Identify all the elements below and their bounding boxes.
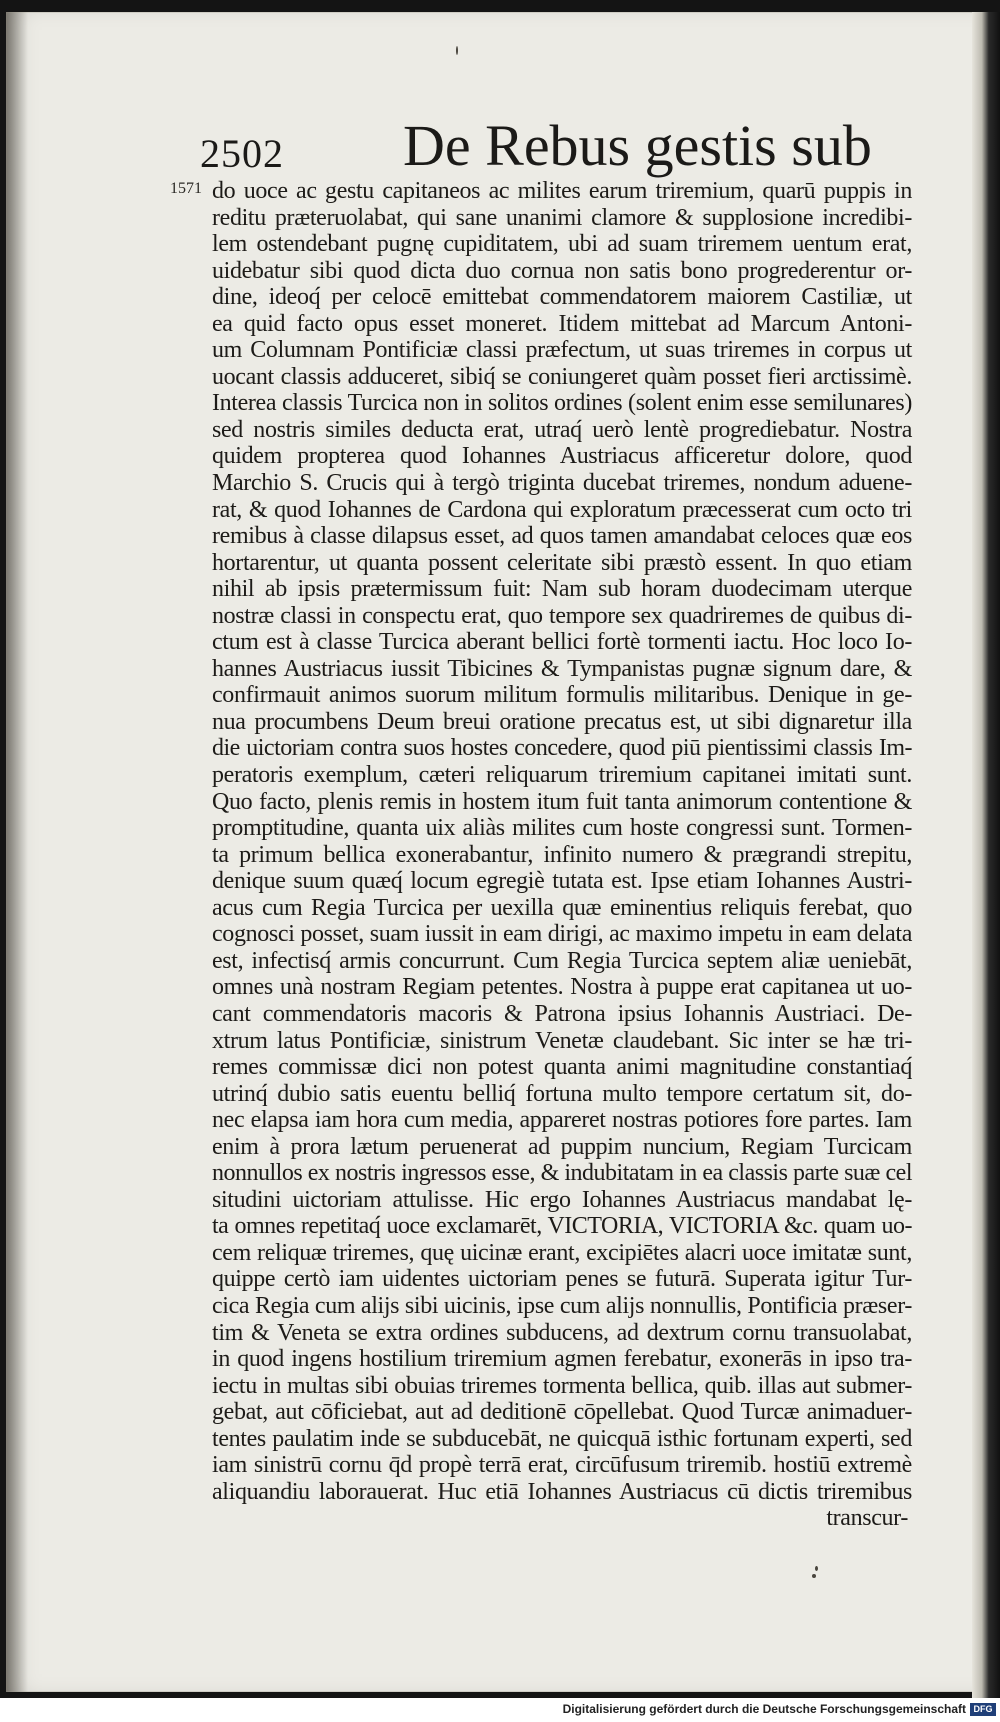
text-line: xtrum latus Pontificiæ, sinistrum Venetæ claudebant. Sic inter se hæ tri- [212, 1027, 912, 1054]
text-line: cognosci posset, suam iussit in eam dirigi, ac maximo impetu in eam delata [212, 921, 912, 948]
text-line: iam sinistrū cornu q̄d propè terrā erat, circūfusum triremib. hostiū extremè [212, 1452, 912, 1479]
ink-speck [812, 1574, 816, 1578]
text-line: dine, ideoq́ per celocē emittebat commendatorem maiorem Castiliæ, ut [212, 284, 912, 311]
text-line: quidem propterea quod Iohannes Austriacus afficeretur dolore, quod [212, 443, 912, 470]
text-line: nonnullos ex nostris ingressos esse, & indubitatam in ea classis parte suæ cel [212, 1160, 912, 1187]
text-line: uidebatur sibi quod dicta duo cornua non satis bono progrederentur or- [212, 257, 912, 284]
text-line: Interea classis Turcica non in solitos ordines (solent enim esse semilunares) [212, 390, 912, 417]
text-line: ta omnes repetitaq́ uoce exclamarēt, VICTORIA, VICTORIA &c. quam uo- [212, 1213, 912, 1240]
text-line: hortarentur, ut quanta possent celeritate sibi præstò essent. In quo etiam [212, 549, 912, 576]
page-edge [972, 12, 1000, 1702]
page-number: 2502 [200, 131, 284, 176]
text-line: ta primum bellica exonerabantur, infinito numero & prægrandi strepitu, [212, 841, 912, 868]
text-line: omnes unà nostram Regiam petentes. Nostra à puppe erat capitanea ut uo- [212, 974, 912, 1001]
text-line: utrinq́ dubio satis euentu belliq́ fortuna multo tempore certatum sit, do- [212, 1080, 912, 1107]
text-line: nua procumbens Deum breui oratione precatus est, ut sibi dignaretur illa [212, 708, 912, 735]
text-line: confirmauit animos suorum militum formulis militaribus. Denique in ge- [212, 682, 912, 709]
text-line: peratoris exemplum, cæteri reliquarum triremium capitanei imitati sunt. [212, 762, 912, 789]
text-line: enim à prora lætum peruenerat ad puppim nuncium, Regiam Turcicam [212, 1133, 912, 1160]
text-line: quippe certò iam uidentes uictoriam penes se futurā. Superata igitur Tur- [212, 1266, 912, 1293]
text-line: Quo facto, plenis remis in hostem itum fuit tanta animorum contentione & [212, 788, 912, 815]
funding-credit: Digitalisierung gefördert durch die Deutsche Forschungsgemeinschaft [562, 1702, 966, 1716]
text-line: um Columnam Pontificiæ classi præfectum, ut suas triremes in corpus ut [212, 337, 912, 364]
text-line: ea quid facto opus esset moneret. Itidem mittebat ad Marcum Antoni- [212, 310, 912, 337]
text-line: remes commissæ dici non potest quanta animi magnitudine constantiaq́ [212, 1054, 912, 1081]
text-line: in quod ingens hostilium triremium agmen ferebatur, exonerās in ipso tra- [212, 1346, 912, 1373]
text-line: rat, & quod Iohannes de Cardona qui exploratum præcesserat cum octo tri [212, 496, 912, 523]
text-line: cem reliquæ triremes, quę uicinæ erant, excipiētes alacri uoce imitatæ sunt, [212, 1239, 912, 1266]
dfg-logo: DFG [970, 1703, 996, 1716]
catchword: transcur- [826, 1505, 908, 1532]
text-line: promptitudine, quanta uix aliàs milites cum hoste congressi sunt. Tormen- [212, 815, 912, 842]
text-line: denique suum quæq́ locum egregiè tutata est. Ipse etiam Iohannes Austri- [212, 868, 912, 895]
text-line: acus cum Regia Turcica per uexilla quæ eminentius reliquis ferebat, quo [212, 894, 912, 921]
text-line: die uictoriam contra suos hostes concedere, quod piū pientissimi classis Im- [212, 735, 912, 762]
text-line: aliquandiu laborauerat. Huc etiā Iohannes Austriacus cū dictis triremibus [212, 1478, 912, 1505]
text-line: situdini uictoriam attulisse. Hic ergo Iohannes Austriacus mandabat lę- [212, 1186, 912, 1213]
text-line: nostræ classi in conspectu erat, quo tempore sex quadriremes de quibus di- [212, 602, 912, 629]
ink-speck [815, 1566, 818, 1571]
text-line: lem ostendebant pugnę cupiditatem, ubi ad suam triremem uentum erat, [212, 231, 912, 258]
digitization-footer [0, 1698, 1000, 1722]
text-line: hannes Austriacus iussit Tibicines & Tympanistas pugnæ signum dare, & [212, 655, 912, 682]
body-text [212, 178, 912, 1532]
text-line: do uoce ac gestu capitaneos ac milites earum triremium, quarū puppis in [212, 178, 912, 204]
text-line: nihil ab ipsis prætermissum fuit: Nam sub horam duodecimam uterque [212, 576, 912, 603]
text-line: remibus à classe dilapsus esset, ad quos tamen amandabat celoces quæ eos [212, 523, 912, 550]
text-line: sed nostris similes deducta erat, utraq́ uerò lentè progrediebatur. Nostra [212, 416, 912, 443]
text-line: cant commendatoris macoris & Patrona ipsius Iohannis Austriaci. De- [212, 1000, 912, 1027]
text-line: ctum est à classe Turcica aberant bellici fortè tormenti iactu. Hoc loco Io- [212, 629, 912, 656]
text-line: cica Regia cum alijs sibi uicinis, ipse cum alijs nonnullis, Pontificia præser- [212, 1292, 912, 1319]
gutter-shadow [6, 12, 28, 1692]
text-line: tim & Veneta se extra ordines subducens, ad dextrum cornu transuolabat, [212, 1319, 912, 1346]
text-line: est, infectisq́ armis concurrunt. Cum Regia Turcica septem aliæ ueniebāt, [212, 947, 912, 974]
text-line: uocant classis adduceret, sibiq́ se coniungeret quàm posset fieri arctissimè. [212, 363, 912, 390]
text-line: iectu in multas sibi obuias triremes tormenta bellica, quib. illas aut submer- [212, 1372, 912, 1399]
text-line: tentes paulatim inde se subducebāt, ne quicquā isthic fortunam experti, sed [212, 1425, 912, 1452]
text-line: Marchio S. Crucis qui à tergò triginta ducebat triremes, nondum aduene- [212, 470, 912, 497]
running-title: De Rebus gestis sub [403, 113, 872, 178]
margin-year-note: 1571 [170, 180, 202, 197]
text-line: nec elapsa iam hora cum media, appareret nostras potiores fore partes. Iam [212, 1107, 912, 1134]
ink-speck [456, 46, 458, 55]
text-line: gebat, aut cōficiebat, aut ad deditionē cōpellebat. Quod Turcæ animaduer- [212, 1399, 912, 1426]
text-line: reditu præteruolabat, qui sane unanimi clamore & supplosione incredibi- [212, 204, 912, 231]
